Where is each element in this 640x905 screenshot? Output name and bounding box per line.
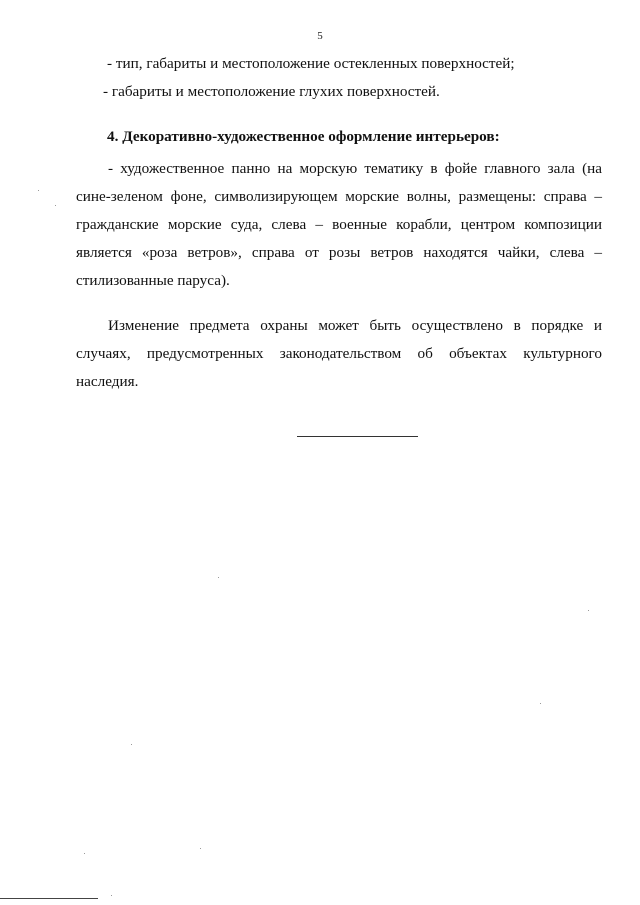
- scan-speck: [84, 853, 85, 854]
- scan-speck: [200, 848, 201, 849]
- paragraph-line: сине-зеленом фоне, символизирующем морские волны, размещены: справа –: [76, 188, 602, 205]
- paragraph-line: - художественное панно на морскую тематику в фойе главного зала (на: [108, 160, 602, 177]
- paragraph-line: гражданские морские суда, слева – военные корабли, центром композиции: [76, 216, 602, 233]
- end-divider: [297, 436, 418, 437]
- paragraph-line: является «роза ветров», справа от розы ветров находятся чайки, слева –: [76, 244, 602, 261]
- scan-speck: [588, 610, 589, 611]
- list-item: - тип, габариты и местоположение остекленных поверхностей;: [107, 55, 515, 72]
- scan-speck: [131, 744, 132, 745]
- footer-divider: [0, 898, 98, 899]
- section-4-heading: 4. Декоративно-художественное оформление интерьеров:: [107, 128, 500, 145]
- closing-paragraph: [76, 312, 602, 396]
- scan-speck: [218, 577, 219, 578]
- scan-speck: [540, 703, 541, 704]
- list-item: - габариты и местоположение глухих поверхностей.: [103, 83, 440, 100]
- paragraph-line: стилизованные паруса).: [76, 272, 230, 289]
- section-3-list: [76, 50, 602, 106]
- scan-speck: [111, 895, 112, 896]
- page-number: 5: [317, 30, 323, 42]
- paragraph-line: Изменение предмета охраны может быть осуществлено в порядке и: [108, 317, 602, 334]
- section-4-paragraph: [76, 155, 602, 295]
- scan-speck: [38, 190, 39, 191]
- paragraph-line: наследия.: [76, 373, 139, 390]
- scan-speck: [55, 205, 56, 206]
- paragraph-line: случаях, предусмотренных законодательством об объектах культурного: [76, 345, 602, 362]
